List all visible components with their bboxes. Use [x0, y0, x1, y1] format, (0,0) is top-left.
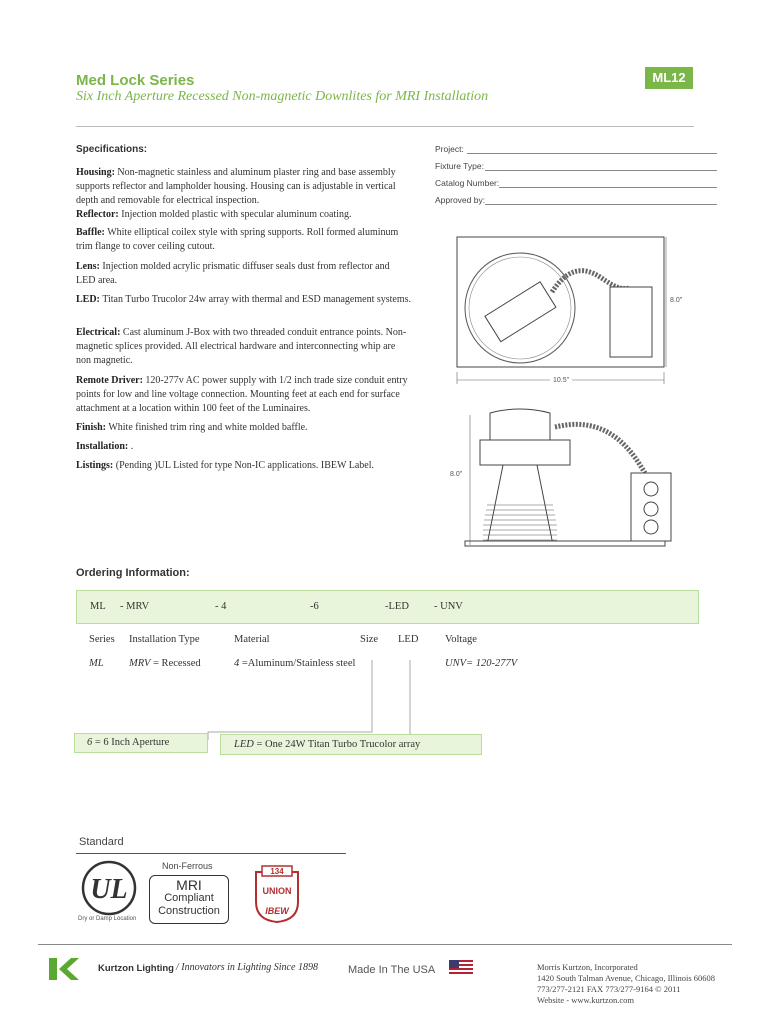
address-line-2: 1420 South Talman Avenue, Chicago, Illinois 60608: [537, 973, 716, 983]
made-in-usa: Made In The USA: [348, 964, 436, 976]
code-size: -6: [310, 601, 319, 612]
spec-finish: Finish: White finished trim ring and white molded baffle.: [76, 422, 308, 433]
material-value: 4 =Aluminum/Stainless steel: [234, 658, 356, 669]
mri-compliant-badge: [149, 875, 229, 924]
col-material: Material: [234, 634, 270, 645]
us-flag-icon: [449, 960, 473, 976]
mri-big-text: MRI: [176, 877, 202, 893]
spec-remote-driver: Remote Driver: 120-277v AC power supply with 1/2 inch trade size conduit entry points for low and line voltage connection. Mounting feet at each end for surface attachment at a location within 100 feet of the Luminaires.: [76, 375, 408, 414]
led-option: LED = One 24W Titan Turbo Trucolor array: [220, 734, 482, 755]
header-divider: [76, 126, 694, 127]
project-field[interactable]: [467, 153, 717, 154]
code-voltage: - UNV: [434, 601, 463, 612]
fixture-type-label: Fixture Type:: [435, 161, 484, 171]
ul-logo-icon: [80, 860, 140, 918]
specifications-heading: Specifications:: [76, 144, 148, 155]
size-option: 6 = 6 Inch Aperture: [74, 733, 208, 753]
install-value: MRV = Recessed: [129, 658, 201, 669]
spec-led: LED: Titan Turbo Trucolor 24w array with thermal and ESD management systems.: [76, 294, 412, 305]
approved-by-field[interactable]: [485, 204, 717, 205]
voltage-value: UNV= 120-277V: [445, 658, 518, 669]
code-material: - 4: [215, 601, 227, 612]
code-led: -LED: [385, 601, 409, 612]
side-height-dimension: 8.0": [450, 471, 463, 478]
code-install: - MRV: [120, 601, 150, 612]
top-width-dimension: 10.5": [550, 377, 572, 384]
series-title: Med Lock Series: [76, 72, 195, 89]
ul-caption: Dry or Damp Location: [78, 916, 137, 922]
company-tagline: / Innovators in Lighting Since 1898: [176, 962, 318, 973]
col-voltage: Voltage: [445, 634, 477, 645]
spec-electrical: Electrical: Cast aluminum J-Box with two threaded conduit entrance points. Non-magnetic splices provided. All electrical hardware and interconnecting whip are non magnetic.: [76, 327, 407, 366]
ordering-heading: Ordering Information:: [76, 567, 190, 579]
code-series: ML: [90, 601, 106, 612]
col-series: Series: [89, 634, 115, 645]
mri-line2: Construction: [158, 905, 220, 917]
ibew-union-label-icon: [252, 862, 302, 924]
spec-housing: Housing: Non-magnetic stainless and aluminum plaster ring and base assembly supports reflector and lampholder housing. Housing can is adjustable in vertical depth and removable for electrical inspection.: [76, 167, 396, 206]
spec-listings: Listings: (Pending )UL Listed for type Non-IC applications. IBEW Label.: [76, 460, 375, 471]
standard-heading: Standard: [79, 836, 124, 848]
fixture-type-field[interactable]: [485, 170, 717, 171]
series-value: ML: [89, 658, 104, 669]
side-view-drawing: [445, 405, 685, 555]
svg-text:UNION: UNION: [262, 886, 292, 896]
svg-text:UL: UL: [90, 874, 128, 905]
catalog-number-label: Catalog Number:: [435, 178, 500, 188]
col-led: LED: [398, 634, 419, 645]
website-link[interactable]: Website - www.kurtzon.com: [537, 995, 634, 1005]
svg-text:IBEW: IBEW: [265, 906, 289, 916]
spec-baffle: Baffle: White elliptical coilex style with spring supports. Roll formed aluminum trim flange to cover ceiling cutout.: [76, 227, 399, 252]
catalog-number-field[interactable]: [499, 187, 717, 188]
top-view-drawing: [450, 232, 700, 392]
svg-text:134: 134: [270, 867, 284, 876]
model-badge: ML12: [645, 67, 693, 89]
spec-lens: Lens: Injection molded acrylic prismatic diffuser seals dust from reflector and LED area.: [76, 261, 390, 286]
col-install: Installation Type: [129, 634, 200, 645]
project-label: Project:: [435, 144, 464, 154]
spec-reflector: Reflector: Injection molded plastic with specular aluminum coating.: [76, 209, 352, 220]
address-line-1: Morris Kurtzon, Incorporated: [537, 962, 638, 972]
top-height-dimension: 8.0": [670, 297, 683, 304]
company-address: [537, 962, 715, 1006]
mri-line1: Compliant: [164, 892, 214, 904]
col-size: Size: [360, 634, 379, 645]
kurtzon-logo-icon: [49, 958, 81, 980]
footer-divider: [38, 944, 732, 945]
catalog-code-bar: [76, 590, 699, 624]
address-line-3: 773/277-2121 FAX 773/277-9164 © 2011: [537, 984, 681, 994]
company-name: Kurtzon Lighting: [98, 963, 174, 974]
approved-by-label: Approved by:: [435, 195, 486, 205]
series-subtitle: Six Inch Aperture Recessed Non-magnetic Downlites for MRI Installation: [76, 89, 489, 104]
standard-divider: [76, 853, 346, 854]
project-form: [425, 140, 725, 210]
spec-installation: Installation: .: [76, 441, 134, 452]
mri-top-text: Non-Ferrous: [162, 861, 213, 871]
